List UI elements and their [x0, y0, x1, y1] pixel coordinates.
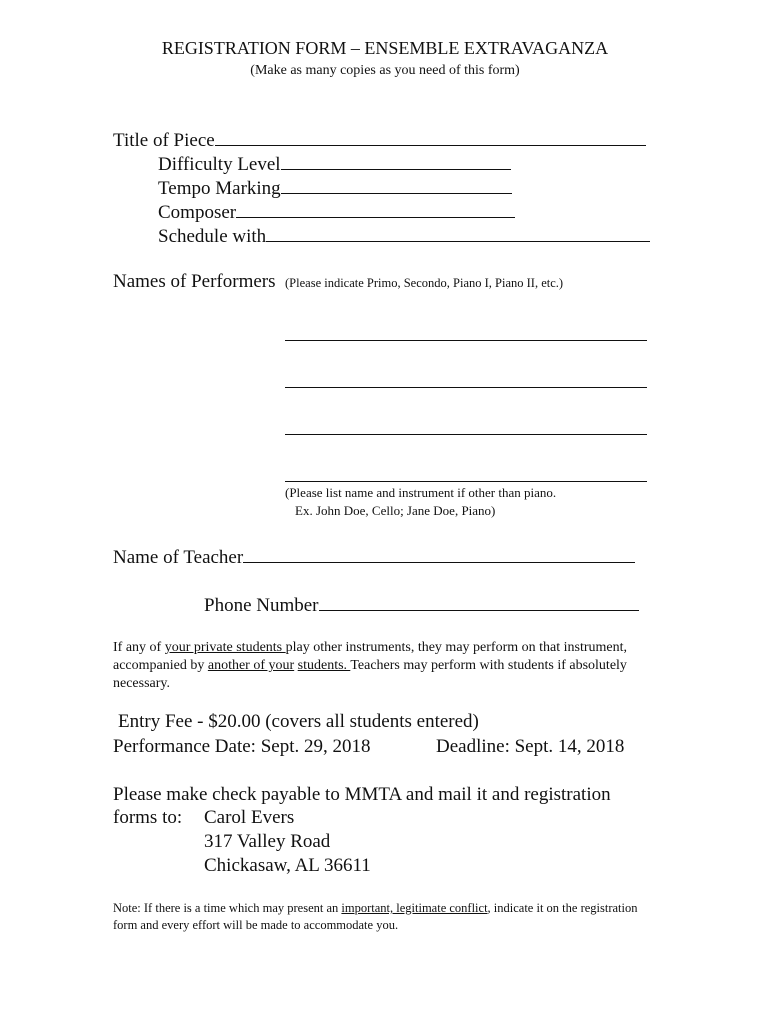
- difficulty-level-row: [158, 152, 511, 176]
- performer-field-4[interactable]: [285, 463, 647, 482]
- phone-number-label: Phone Number: [204, 595, 319, 616]
- teacher-name-label: Name of Teacher: [113, 547, 244, 568]
- teacher-name-field[interactable]: [243, 545, 635, 563]
- composer-field[interactable]: [236, 200, 515, 218]
- performers-note-line2: Ex. John Doe, Cello; Jane Doe, Piano): [295, 503, 496, 518]
- tempo-marking-label: Tempo Marking: [158, 178, 281, 199]
- performers-hint: (Please indicate Primo, Secondo, Piano I, Piano II, etc.): [285, 276, 564, 290]
- mail-recipient-name: Carol Evers: [204, 807, 295, 828]
- form-title: REGISTRATION FORM – ENSEMBLE EXTRAVAGANZA: [161, 38, 609, 58]
- difficulty-level-field[interactable]: [281, 152, 511, 170]
- title-of-piece-row: [113, 128, 646, 152]
- schedule-with-label: Schedule with: [158, 226, 267, 247]
- deadline: Deadline: Sept. 14, 2018: [436, 736, 625, 757]
- policy-paragraph: If any of your private students play other instruments, they may perform on that instrument, accompanied by another of your students. Teachers may perform with students if absolutely necessary.: [113, 640, 627, 691]
- mail-city: Chickasaw, AL 36611: [204, 855, 371, 876]
- performer-field-3[interactable]: [285, 416, 647, 435]
- performers-row: [113, 271, 563, 293]
- difficulty-level-label: Difficulty Level: [158, 154, 281, 175]
- performers-label: Names of Performers: [113, 271, 276, 292]
- teacher-name-row: [113, 545, 635, 569]
- tempo-marking-row: [158, 176, 512, 200]
- performer-field-2[interactable]: [285, 369, 647, 388]
- tempo-marking-field[interactable]: [281, 176, 512, 194]
- entry-fee: Entry Fee - $20.00 (covers all students entered): [118, 711, 479, 732]
- schedule-with-field[interactable]: [266, 224, 650, 242]
- phone-number-row: [204, 593, 639, 617]
- composer-label: Composer: [158, 202, 237, 223]
- form-subtitle: (Make as many copies as you need of this form): [250, 63, 520, 78]
- title-of-piece-field[interactable]: [215, 128, 646, 146]
- performer-field-1[interactable]: [285, 322, 647, 341]
- mail-street: 317 Valley Road: [204, 831, 331, 852]
- schedule-with-row: [158, 224, 650, 248]
- performers-note-line1: (Please list name and instrument if other than piano.: [285, 485, 557, 500]
- performance-date: Performance Date: Sept. 29, 2018: [113, 736, 371, 757]
- conflict-note: Note: If there is a time which may present an important, legitimate conflict, indicate it on the registration form and every effort will be made to accommodate you.: [113, 901, 638, 932]
- mailing-instructions: Please make check payable to MMTA and mail it and registration: [113, 784, 611, 805]
- composer-row: [158, 200, 515, 224]
- title-of-piece-label: Title of Piece: [113, 130, 215, 151]
- forms-to-label: forms to:: [113, 807, 183, 828]
- phone-number-field[interactable]: [319, 593, 639, 611]
